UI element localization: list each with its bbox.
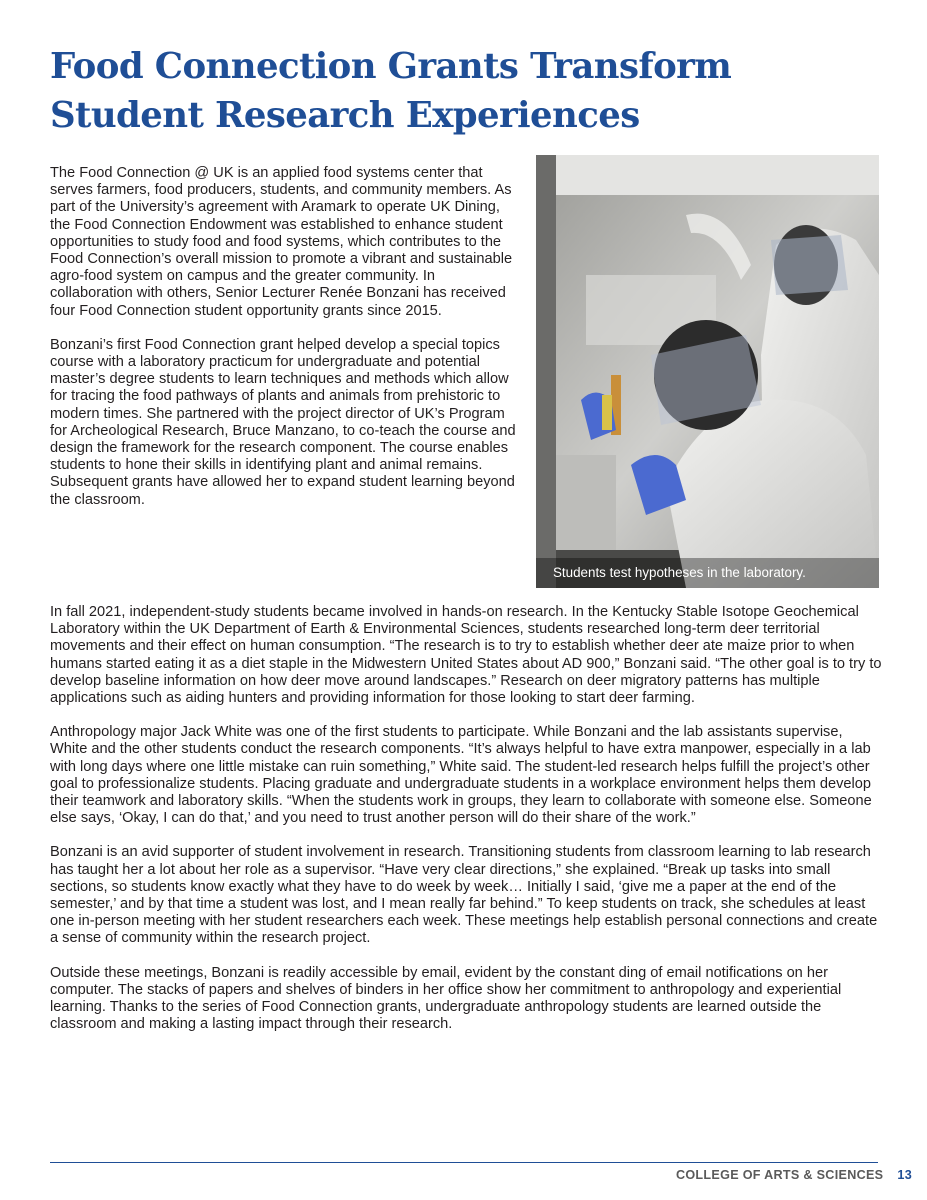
intro-column — [50, 165, 520, 509]
paragraph-3: In fall 2021, independent-study students became involved in hands-on research. In the Kentucky Stable Isotope Geochemical Laboratory within the UK Department of Earth & Environmental Sciences, students researched long-term deer territorial movements and their effect on human consumption. “The research is to try to establish whether deer ate maize prior to when humans started eating it as a diet staple in the Midwestern United States about AD 900,” Bonzani said. “The other goal is to try to develop baseline information on how deer move around landscapes.” Research on deer migratory patterns has multiple applications such as aiding hunters and providing information for those looking to start deer farming. — [50, 604, 882, 707]
paragraph-5: Bonzani is an avid supporter of student involvement in research. Transitioning students from classroom learning to lab research has taught her a lot about her role as a supervisor. “Have very clear directions,” she explained. “Break up tasks into small sections, so students know exactly what they have to do week by week… Initially I said, ‘give me a paper at the end of the semester,’ and by that time a student was lost, and I mean really far behind.” To keep students on track, she schedules at least one in-person meeting with her student researchers each week. These meetings help establish personal connections and create a sense of community within the research project. — [50, 844, 878, 947]
body-section — [50, 604, 882, 1033]
page-footer — [676, 1168, 912, 1182]
page-number: 13 — [897, 1168, 912, 1182]
photo-caption: Students test hypotheses in the laboratory. — [536, 558, 879, 588]
paragraph-1: The Food Connection @ UK is an applied food systems center that serves farmers, food producers, students, and community members. As part of the University’s agreement with Aramark to operate UK Dining, the Food Connection Endowment was established to enhance student opportunities to study food and food systems, which contributes to the Food Connection’s overall mission to promote a vibrant and sustainable agro-food system on campus and the greater community. In collaboration with others, Senior Lecturer Renée Bonzani has received four Food Connection student opportunity grants since 2015. — [50, 165, 513, 319]
article-title — [50, 42, 890, 140]
article-title-line-1: Food Connection Grants Transform — [50, 46, 732, 87]
lab-photo — [536, 155, 879, 588]
footer-section-name: COLLEGE OF ARTS & SCIENCES — [675, 1168, 884, 1182]
footer-rule — [50, 1162, 878, 1163]
article-title-line-2: Student Research Experiences — [50, 95, 640, 136]
lab-photo-illustration — [536, 155, 879, 588]
paragraph-6: Outside these meetings, Bonzani is readily accessible by email, evident by the constant ding of email notifications on her computer. The stacks of papers and shelves of binders in her office show her commitment to anthropology and experiential learning. Thanks to the series of Food Connection grants, undergraduate anthropology students are learned outside the classroom and making a lasting impact through their research. — [50, 964, 842, 1033]
paragraph-2: Bonzani’s first Food Connection grant helped develop a special topics course with a laboratory practicum for undergraduate and potential master’s degree students to learn techniques and methods which allow for tracing the food pathways of plants and animals from prehistoric to modern times. She partnered with the project director of UK’s Program for Archeological Research, Bruce Manzano, to co-teach the course and design the framework for the research component. The course enables students to hone their skills in identifying plant and animal remains. Subsequent grants have allowed her to expand student learning beyond the classroom. — [50, 336, 516, 508]
paragraph-4: Anthropology major Jack White was one of the first students to participate. While Bonzani and the lab assistants supervise, White and the other students conduct the research components. “It’s always helpful to have extra manpower, especially in a lab with long days where one little mistake can ruin something,” White said. The student-led research helps fulfill the project’s other goal to professionalize students. Placing graduate and undergraduate students in a workplace environment helps them develop their teamwork and laboratory skills. “When the students work in groups, they learn to collaborate with someone else. Someone else says, ‘Okay, I can do that,’ and you need to trust another person will do their share of the work.” — [50, 724, 872, 827]
